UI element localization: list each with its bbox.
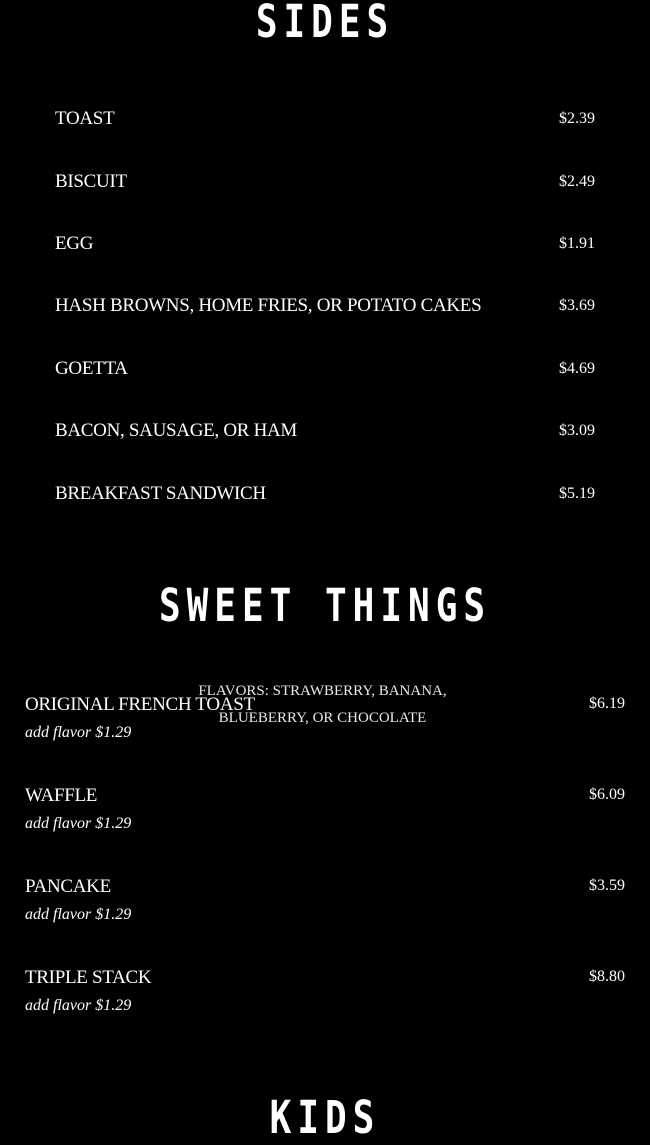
- item-addon: add flavor $1.29: [25, 724, 132, 741]
- item-price: $3.09: [559, 422, 595, 439]
- item-price: $6.09: [589, 786, 625, 803]
- item-price: $4.69: [559, 360, 595, 377]
- item-addon: add flavor $1.29: [25, 997, 132, 1014]
- item-name: BISCUIT: [55, 171, 127, 192]
- item-price: $2.49: [559, 173, 595, 190]
- item-name: PANCAKE: [25, 876, 111, 897]
- menu-item-goetta: [55, 358, 595, 388]
- menu-item-breakfast-sandwich: [55, 483, 595, 513]
- kids-heading: KIDS: [269, 1092, 381, 1145]
- item-addon: add flavor $1.29: [25, 815, 132, 832]
- menu-item-hash-browns: [55, 295, 595, 325]
- menu-item-triple-stack: [25, 967, 625, 1027]
- menu-item-toast: [55, 108, 595, 138]
- item-name: BREAKFAST SANDWICH: [55, 483, 266, 504]
- item-price: $3.59: [589, 877, 625, 894]
- item-price: $2.39: [559, 110, 595, 127]
- item-name: WAFFLE: [25, 785, 98, 806]
- item-price: $1.91: [559, 235, 595, 252]
- item-name: BACON, SAUSAGE, OR HAM: [55, 420, 298, 441]
- item-name: TOAST: [55, 108, 115, 129]
- menu-item-bacon: [55, 420, 595, 450]
- item-name: GOETTA: [55, 358, 128, 379]
- sides-heading: SIDES: [255, 0, 395, 49]
- flavors-note: FLAVORS: STRAWBERRY, BANANA, BLUEBERRY, OR CHOCOLATE: [198, 683, 447, 726]
- item-name: TRIPLE STACK: [25, 967, 152, 988]
- menu-item-egg: [55, 233, 595, 263]
- item-price: $8.80: [589, 968, 625, 985]
- menu-item-waffle: [25, 785, 625, 845]
- item-addon: add flavor $1.29: [25, 906, 132, 923]
- item-name: HASH BROWNS, HOME FRIES, OR POTATO CAKES: [55, 295, 482, 316]
- item-price: $3.69: [559, 297, 595, 314]
- item-name: ORIGINAL FRENCH TOAST: [25, 694, 255, 715]
- item-price: $6.19: [589, 695, 625, 712]
- item-price: $5.19: [559, 485, 595, 502]
- menu-item-biscuit: [55, 171, 595, 201]
- menu-item-french-toast: [25, 694, 625, 754]
- item-name: EGG: [55, 233, 94, 254]
- menu-item-pancake: [25, 876, 625, 936]
- sweet-things-heading: SWEET THINGS: [158, 580, 492, 633]
